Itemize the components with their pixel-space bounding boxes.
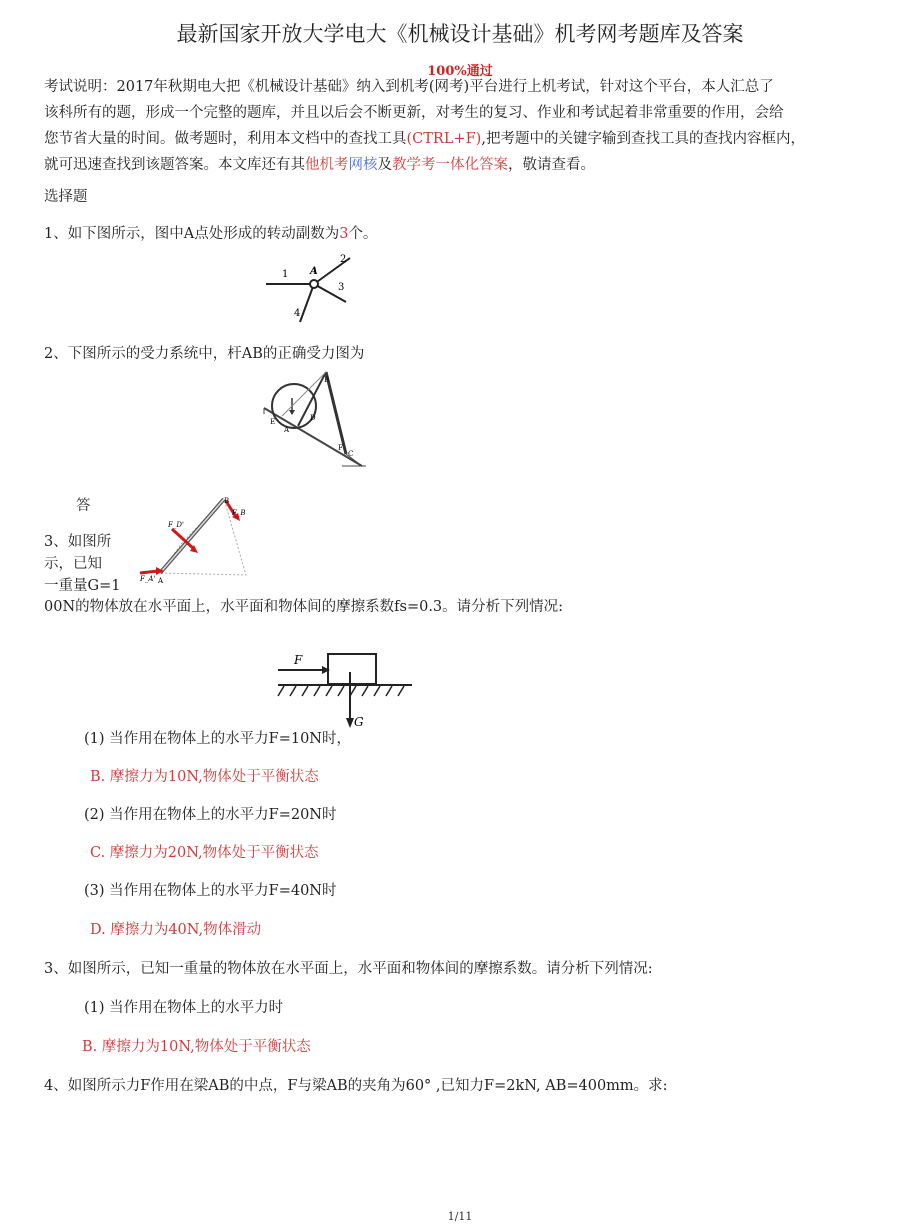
intro-paragraph [44,74,874,178]
q3-sub-3: (3) 当作用在物体上的水平力F=40N时 [84,883,337,899]
fig3-label-fd: F_D' [168,521,184,529]
figure-3-answer-diagram [138,495,250,585]
question-1-text: 1、如下图所示，图中A点处形成的转动副数为 [44,226,340,242]
question-1 [44,221,377,247]
fig1-label-2: 2 [340,254,347,265]
fig2-label-a: A [284,426,290,434]
question-3-line-3: 一重量G=1 [44,578,121,594]
question-3-line-1: 3、如图所 [44,534,112,550]
intro-line-4-text: 就可迅速查找到该题答案。本文库还有其 [44,157,305,173]
fig1-label-4: 4 [294,308,301,319]
q3b-answer-1: B. 摩擦力为10N,物体处于平衡状态 [82,1039,311,1055]
question-3-intro [44,531,120,597]
q3-answer-3: D. 摩擦力为40N,物体滑动 [90,922,262,938]
question-3-line-4: 00N的物体放在水平面上，水平面和物体间的摩擦系数fs=0.3。请分析下列情况: [44,599,564,615]
q3-sub-1: (1) 当作用在物体上的水平力F=10N时， [84,731,351,747]
link-integrated-answers[interactable]: 教学考一体化答案 [392,157,508,173]
fig2-label-b: B [324,376,330,384]
fig1-label-1: 1 [282,269,289,280]
fig3-label-a: A [158,577,164,585]
question-2: 2、下图所示的受力系统中，杆AB的正确受力图为 [44,346,365,362]
fig2-label-c: C [348,450,354,458]
figure-2-force-system [262,370,372,474]
answer-label: 答 [76,498,91,514]
question-4: 4、如图所示力F作用在梁AB的中点，F与梁AB的夹角为60° ,已知力F=2kN, AB=400mm。求: [44,1078,668,1094]
link-machine-exam[interactable]: 他机考 [305,157,349,173]
page-number: 1/11 [447,1210,473,1223]
figure-4-block-friction [274,650,414,730]
q3-sub-2: (2) 当作用在物体上的水平力F=20N时 [84,807,337,823]
fig3-label-fb: F_B [232,509,246,517]
intro-line-1: 考试说明：2017年秋期电大把《机械设计基础》纳入到机考(网考)平台进行上机考试，针对这个平台，本人汇总了 [44,79,774,95]
shortcut-hint: (CTRL+F) [406,131,482,147]
section-heading: 选择题 [44,189,88,205]
intro-line-2: 该科所有的题，形成一个完整的题库，并且以后会不断更新，对考生的复习、作业和考试起着非常重要的作用，会给 [44,105,784,121]
badge-text: 通过 [466,64,493,79]
question-1-tail: 个。 [348,226,378,242]
q3-answer-2: C. 摩擦力为20N,物体处于平衡状态 [90,845,319,861]
intro-line-4 [44,152,874,178]
page-title: 最新国家开放大学电大《机械设计基础》机考网考题库及答案 [176,22,744,46]
link-net-check[interactable]: 网核 [348,157,378,173]
intro-line-3-text: 您节省大量的时间。做考题时，利用本文档中的查找工具 [44,131,407,147]
fig1-label-3: 3 [338,282,345,293]
question-3b: 3、如图所示，已知一重量的物体放在水平面上，水平面和物体间的摩擦系数。请分析下列情况: [44,961,653,977]
fig1-label-a: A [310,266,318,277]
fig2-label-e: E [270,418,276,426]
question-3-line-2: 示，已知 [44,556,102,572]
q3b-sub-1: (1) 当作用在物体上的水平力时 [84,1000,284,1016]
intro-line-3-tail: ,把考题中的关键字输到查找工具的查找内容框内， [481,131,805,147]
q3-answer-1: B. 摩擦力为10N,物体处于平衡状态 [90,769,319,785]
figure-1-joint-diagram [262,250,372,328]
fig4-label-f: F [294,653,303,667]
fig4-label-g: G [354,715,364,729]
intro-line-3 [44,126,874,152]
question-1-answer: 3 [339,226,349,242]
intro-line-4-and: 及 [377,157,392,173]
fig3-label-fa: F_A' [140,575,156,583]
fig3-label-b: B [224,497,230,505]
fig2-label-d: D [310,414,316,422]
fig2-label-f: F [338,444,343,452]
badge-percent: 100% [427,64,467,79]
intro-line-4-tail: ，敬请查看。 [508,157,595,173]
